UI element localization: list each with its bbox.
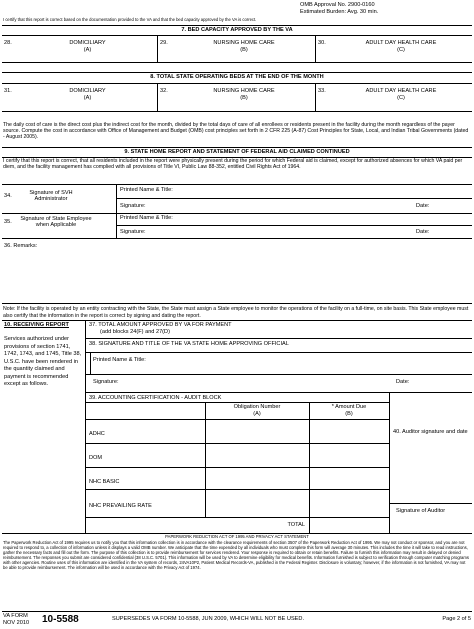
- field-32-sub: (B): [240, 95, 248, 101]
- field-33-number: 33.: [318, 88, 326, 94]
- field-28-label: DOMICILIARY: [69, 40, 106, 46]
- field-29-number: 29.: [160, 40, 168, 46]
- field-28-sub: (A): [83, 47, 92, 53]
- field-40-label: 40. Auditor signature and date: [393, 429, 468, 435]
- field-39-label: 39. ACCOUNTING CERTIFICATION - AUDIT BLOCK: [89, 395, 222, 401]
- receiving-report-text: Services authorized under provisions of section 1741, 1742, 1743, and 1745, Title 38, U.S.C. have been rendered in the quantity claimed and payment is recommended except as follows.: [4, 336, 82, 388]
- printed-name-label-35: Printed Name & Title:: [120, 215, 173, 221]
- field-31-number: 31.: [4, 88, 12, 94]
- field-31-sub: (A): [83, 95, 92, 101]
- row-dom: DOM: [89, 455, 103, 461]
- note-text: Note: If the facility is operated by an entity contracting with the State, the State must assign a State employee to monitor the operations of the facility on a full-time, on site basis. This State employee must also certify that the information in the report is correct by signing and dating the report.: [3, 306, 469, 319]
- signature-label-35[interactable]: Signature:: [120, 229, 146, 235]
- field-28-number: 28.: [4, 40, 12, 46]
- certify-top-text: I certify that this report is correct based on the documentation provided to the VA and that the bed capacity approved by the VA is correct.: [3, 17, 257, 22]
- paperwork-text: The Paperwork Reduction Act of 1995 requires us to notify you that this information collection is in accordance with the clearance requirements of section 3507 of the Paperwork Reduction Act of 1995. We may not conduct or sponsor, and you are not required to respond to, a collection of information unless it displays a valid OMB number. We anticipate that the time expended by all individuals who must complete this form will average 30 minutes. This includes the time it will take to read instructions, gather the necessary facts and fill out the form. The purpose of this collection is to provide reimbursement for services rendered. Your response is required to obtain or retain benefits. Failure to furnish this information may result in delayed or denied reimbursement. The responses you submit are considered confidential (38 U.S.C. 5701). This information will be used by VA to determine eligibility for medical benefits. Information furnished is subject to verification through computer matching programs with other agencies. Routine uses of this information are identified in the VA system of records, 24VA10P2, Patient Medical Records-VA, published in the Federal Register. Disclosure is voluntary; however, if the information is not furnished, VA may not be able to provide reimbursement. The information will be used in accordance with the Privacy Act of 1974.: [3, 540, 469, 570]
- row-nhc-prevailing: NHC PREVAILING RATE: [89, 503, 152, 509]
- col-obligation-header: Obligation Number: [233, 404, 281, 410]
- row-adhc: ADHC: [89, 431, 105, 437]
- signature-label-34[interactable]: Signature:: [120, 203, 146, 209]
- footer-date: NOV 2010: [3, 620, 30, 626]
- section-9-certify-text: I certify that this report is correct, that all residents included in the report were physically present during the period for which Federal aid is claimed, except for authorized absences for which VA paid per diem, and the facility management has complied with all provisions of Title VI, Public Law 88-352, entitled Civil Rights Act of 1964.: [3, 158, 463, 171]
- footer-form-number: 10-5588: [42, 614, 79, 625]
- remarks-label[interactable]: 36. Remarks:: [4, 243, 38, 249]
- field-35-number: 35.: [4, 219, 12, 225]
- section-10-title: 10. RECEIVING REPORT: [4, 322, 69, 328]
- signature-of-auditor[interactable]: Signature of Auditor: [396, 508, 446, 514]
- estimated-burden: Estimated Burden: Avg. 30 min.: [300, 9, 379, 15]
- daily-cost-text: The daily cost of care is the direct cost plus the indirect cost for the month, divided by the total days of care of all enrollees or residents present in the facility during the month regardless of the payer source. Compute the cost in accordance with Office of Management and Budget (OMB) cost principles set forth in 2 CFR 225 (A-87) Cost Principles for State, Local, and Indian Tribal Governments (dated - August 2005).: [3, 122, 469, 141]
- total-label: TOTAL: [287, 522, 305, 528]
- col-amount-sub: (B): [345, 411, 353, 417]
- paperwork-title: PAPERWORK REDUCTION ACT OF 1995 AND PRIVACY ACT STATEMENT: [165, 534, 309, 539]
- field-38-label: 38. SIGNATURE AND TITLE OF THE VA STATE HOME APPROVING OFFICIAL: [89, 341, 289, 347]
- footer-supersedes: SUPERSEDES VA FORM 10-5588, JUN 2009, WHICH WILL NOT BE USED.: [112, 616, 305, 622]
- date-label-35: Date:: [416, 229, 430, 235]
- field-37-label: 37. TOTAL AMOUNT APPROVED BY VA FOR PAYMENT: [89, 322, 232, 328]
- section-8-title: 8. TOTAL STATE OPERATING BEDS AT THE END OF THE MONTH: [150, 74, 324, 80]
- field-30-number: 30.: [318, 40, 326, 46]
- omb-approval: OMB Approval No. 2900-0160: [300, 2, 375, 8]
- col-obligation-sub: (A): [253, 411, 261, 417]
- date-label-38: Date:: [396, 379, 410, 385]
- field-29-sub: (B): [240, 47, 248, 53]
- field-33-sub: (C): [397, 95, 405, 101]
- field-34-number: 34.: [4, 193, 12, 199]
- field-32-number: 32.: [160, 88, 168, 94]
- printed-name-label-34: Printed Name & Title:: [120, 187, 173, 193]
- field-30-label: ADULT DAY HEALTH CARE: [365, 40, 437, 46]
- field-29-label: NURSING HOME CARE: [213, 40, 275, 46]
- field-32-label: NURSING HOME CARE: [213, 88, 275, 94]
- printed-name-label-38: Printed Name & Title:: [93, 357, 146, 363]
- field-37-sub: (add blocks 24(F) and 27(D): [100, 329, 170, 335]
- field-34-label: Signature of SVH Administrator: [29, 190, 73, 203]
- field-35-label: Signature of State Employee when Applicable: [20, 216, 92, 229]
- section-7-title: 7. BED CAPACITY APPROVED BY THE VA: [181, 27, 293, 33]
- footer-page-number: Page 2 of 5: [442, 616, 471, 622]
- footer-va-form: VA FORM: [3, 613, 28, 619]
- col-amount-header: * Amount Due: [331, 404, 367, 410]
- field-31-label: DOMICILIARY: [69, 88, 106, 94]
- signature-label-38[interactable]: Signature:: [93, 379, 119, 385]
- section-9-title: 9. STATE HOME REPORT AND STATEMENT OF FEDERAL AID CLAIMED CONTINUED: [124, 149, 350, 155]
- date-label-34: Date:: [416, 203, 430, 209]
- field-33-label: ADULT DAY HEALTH CARE: [365, 88, 437, 94]
- field-30-sub: (C): [397, 47, 405, 53]
- row-nhc-basic: NHC BASIC: [89, 479, 120, 485]
